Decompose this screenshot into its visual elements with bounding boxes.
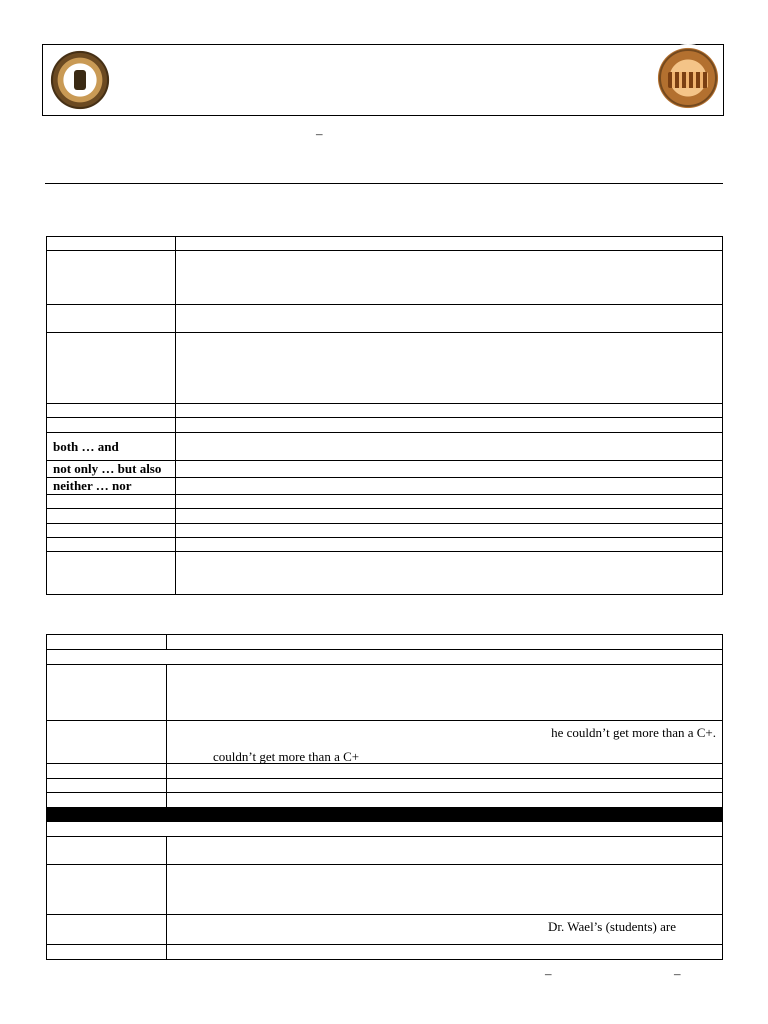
row-label xyxy=(47,915,167,945)
table-row xyxy=(47,915,723,945)
row-content xyxy=(176,251,723,305)
row-label xyxy=(47,509,176,524)
row-content xyxy=(176,433,723,461)
table-row xyxy=(47,865,723,915)
row-label xyxy=(47,837,167,865)
row-label xyxy=(47,665,167,721)
example-sentence-b: couldn’t get more than a C+ xyxy=(213,749,360,764)
row-content xyxy=(167,793,723,808)
example-sentence-a: he couldn’t get more than a C+. xyxy=(551,725,716,740)
grammar-table-2 xyxy=(46,634,723,960)
table-row xyxy=(47,495,723,509)
table-row xyxy=(47,552,723,595)
grammar-table-1 xyxy=(46,236,723,595)
row-label xyxy=(47,404,176,418)
table-row xyxy=(47,404,723,418)
footer-dash: – xyxy=(674,966,681,981)
table-row xyxy=(47,433,723,461)
row-content xyxy=(167,915,723,945)
skyline-emblem xyxy=(668,72,708,88)
table-row xyxy=(47,237,723,251)
row-content xyxy=(176,509,723,524)
row-label xyxy=(47,237,176,251)
institute-seal-logo xyxy=(654,44,722,112)
row-content xyxy=(167,779,723,793)
table-row xyxy=(47,635,723,650)
row-content xyxy=(167,837,723,865)
table-row xyxy=(47,418,723,433)
row-content xyxy=(167,764,723,779)
row-label xyxy=(47,552,176,595)
row-content xyxy=(176,524,723,538)
row-content xyxy=(167,945,723,960)
table-row xyxy=(47,650,723,665)
row-content xyxy=(176,552,723,595)
seal-emblem xyxy=(74,70,86,90)
table-row xyxy=(47,945,723,960)
example-sentence-c: Dr. Wael’s (students) are xyxy=(548,919,676,934)
row-label-both-and: both … and xyxy=(47,433,176,461)
row-content xyxy=(176,538,723,552)
row-label xyxy=(47,538,176,552)
row-content xyxy=(176,404,723,418)
row-label xyxy=(47,779,167,793)
black-band xyxy=(47,808,723,822)
row-full xyxy=(47,822,723,837)
table-row xyxy=(47,721,723,764)
college-seal-logo xyxy=(46,46,114,114)
row-label xyxy=(47,495,176,509)
header-frame xyxy=(42,44,724,116)
section-divider-row xyxy=(47,808,723,822)
row-content xyxy=(176,305,723,333)
row-label xyxy=(47,865,167,915)
row-label xyxy=(47,635,167,650)
row-content xyxy=(176,237,723,251)
row-content xyxy=(176,461,723,478)
row-label xyxy=(47,793,167,808)
table-row xyxy=(47,538,723,552)
table-row xyxy=(47,524,723,538)
row-content xyxy=(176,418,723,433)
header-dash: – xyxy=(316,126,323,141)
row-content xyxy=(176,495,723,509)
table-row xyxy=(47,478,723,495)
row-full xyxy=(47,650,723,665)
row-label-neither-nor: neither … nor xyxy=(47,478,176,495)
row-label xyxy=(47,251,176,305)
table-row xyxy=(47,764,723,779)
row-label xyxy=(47,721,167,764)
row-content xyxy=(176,478,723,495)
table-row xyxy=(47,251,723,305)
row-label-not-only-but-also: not only … but also xyxy=(47,461,176,478)
table-row xyxy=(47,822,723,837)
table-row xyxy=(47,779,723,793)
footer-dash: – xyxy=(545,966,552,981)
table-row xyxy=(47,837,723,865)
row-content xyxy=(167,865,723,915)
row-label xyxy=(47,764,167,779)
table-row xyxy=(47,461,723,478)
row-label xyxy=(47,524,176,538)
table-row xyxy=(47,509,723,524)
row-label xyxy=(47,305,176,333)
table-row xyxy=(47,665,723,721)
row-label xyxy=(47,945,167,960)
row-content xyxy=(167,635,723,650)
row-content xyxy=(167,721,723,764)
row-content xyxy=(176,333,723,404)
row-label xyxy=(47,418,176,433)
table-row xyxy=(47,793,723,808)
table-row xyxy=(47,305,723,333)
row-label xyxy=(47,333,176,404)
row-content xyxy=(167,665,723,721)
table-row xyxy=(47,333,723,404)
horizontal-rule xyxy=(45,183,723,184)
